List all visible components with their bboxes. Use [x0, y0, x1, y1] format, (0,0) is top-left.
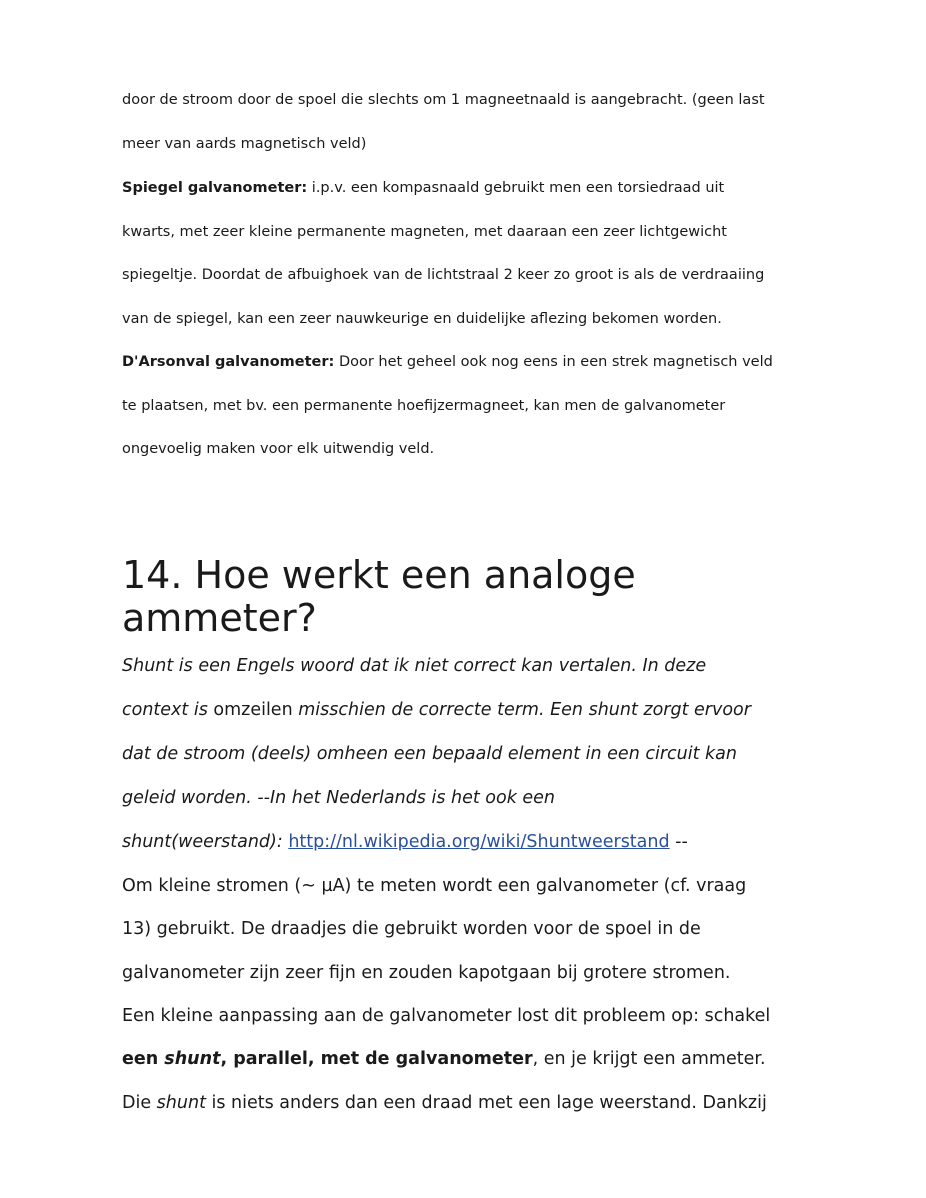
- body-line: 13) gebruikt. De draadjes die gebruikt worden voor de spoel in de: [122, 919, 701, 939]
- body-line: galvanometer zijn zeer fijn en zouden kapotgaan bij grotere stromen.: [122, 963, 731, 983]
- section-heading: 14. Hoe werkt een analoge: [122, 553, 636, 597]
- spiegel-paragraph: Spiegel galvanometer: i.p.v. een kompasnaald gebruikt men een torsiedraad uit: [122, 180, 725, 196]
- note-line: dat de stroom (deels) omheen een bepaald element in een circuit kan: [122, 744, 737, 764]
- body-line: Die shunt is niets anders dan een draad met een lage weerstand. Dankzij: [122, 1093, 767, 1113]
- darsonval-paragraph: D'Arsonval galvanometer: Door het geheel ook nog eens in een strek magnetisch veld: [122, 354, 773, 370]
- body-line: Een kleine aanpassing aan de galvanometer lost dit probleem op: schakel: [122, 1006, 771, 1026]
- term-darsonval-galvanometer: D'Arsonval galvanometer:: [122, 354, 335, 370]
- text-line: door de stroom door de spoel die slechts om 1 magneetnaald is aangebracht. (geen last: [122, 92, 765, 108]
- text-line: kwarts, met zeer kleine permanente magneten, met daaraan een zeer lichtgewicht: [122, 224, 727, 240]
- text-line: spiegeltje. Doordat de afbuighoek van de lichtstraal 2 keer zo groot is als de verdraaiing: [122, 267, 765, 283]
- text-line: van de spiegel, kan een zeer nauwkeurige en duidelijke aflezing bekomen worden.: [122, 311, 722, 327]
- section-heading-continued: ammeter?: [122, 596, 317, 640]
- note-line: Shunt is een Engels woord dat ik niet correct kan vertalen. In deze: [122, 656, 707, 676]
- term-spiegel-galvanometer: Spiegel galvanometer:: [122, 180, 308, 196]
- note-line: shunt(weerstand): http://nl.wikipedia.org/wiki/Shuntweerstand --: [122, 832, 688, 852]
- text-line: meer van aards magnetisch veld): [122, 136, 367, 152]
- note-line: geleid worden. --In het Nederlands is het ook een: [122, 788, 556, 808]
- note-line: context is omzeilen misschien de correcte term. Een shunt zorgt ervoor: [122, 700, 751, 720]
- text-line: te plaatsen, met bv. een permanente hoefijzermagneet, kan men de galvanometer: [122, 398, 726, 414]
- body-line: een shunt, parallel, met de galvanometer, en je krijgt een ammeter.: [122, 1049, 766, 1069]
- body-line: Om kleine stromen (~ µA) te meten wordt een galvanometer (cf. vraag: [122, 876, 747, 896]
- wikipedia-link[interactable]: http://nl.wikipedia.org/wiki/Shuntweerstand: [288, 832, 670, 852]
- text-line: ongevoelig maken voor elk uitwendig veld.: [122, 441, 435, 457]
